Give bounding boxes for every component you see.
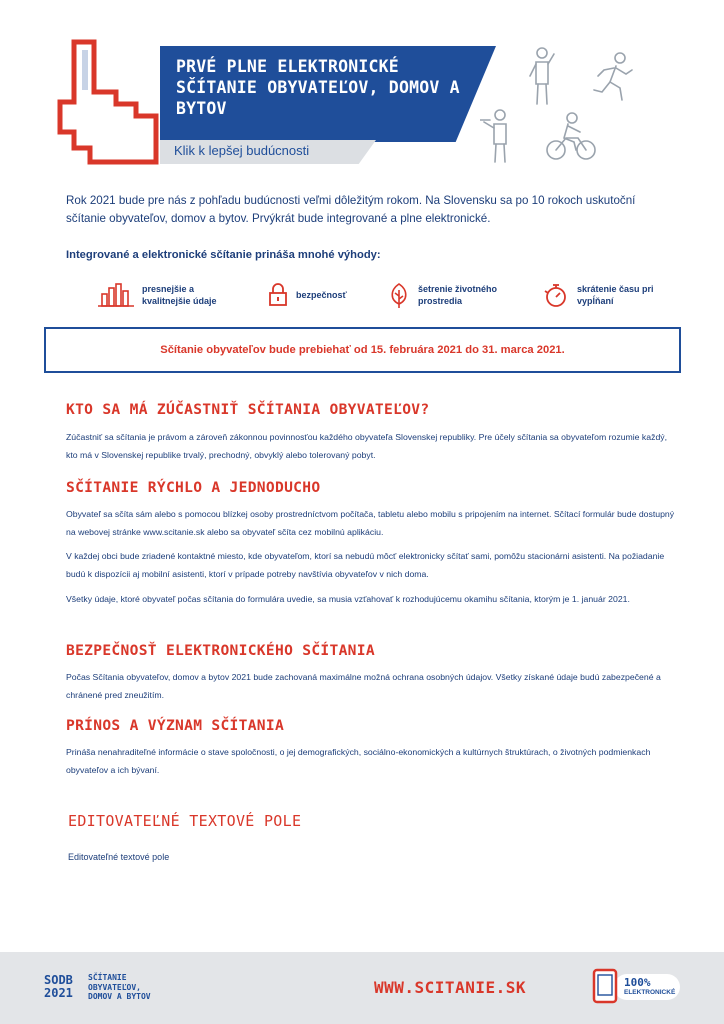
section-paragraph: Počas Sčítania obyvateľov, domov a bytov 2021 bude zachovaná maximálne možná ochrana osobných údajov. Všetky získané údaje budú zabezpečené a chránené pred zneužitím. [66, 672, 661, 700]
bar-chart-icon [98, 282, 134, 308]
benefit-label: skrátenie času pri vypĺňaní [577, 284, 654, 306]
benefit-label: presnejšie a kvalitnejšie údaje [142, 284, 217, 306]
section-paragraph: Zúčastniť sa sčítania je právom a zároveň zákonnou povinnosťou každého obyvateľa Slovenskej republiky. Pre účely sčítania sa obyvateľom rozumie každý, kto má v Slovenskej republike trvalý, prechodný, obvyklý alebo tolerovaný pobyt. [66, 432, 668, 460]
section-heading-security: BEZPEČNOSŤ ELEKTRONICKÉHO SČÍTANIA [66, 642, 375, 659]
section-paragraph: V každej obci bude zriadené kontaktné miesto, kde obyvateľom, ktorí sa nebudú môcť elektronicky sčítať sami, pomôžu stacionárni asistenti. Na požiadanie budú k dispozícii aj mobilní asistenti, ktorí v prípade potreby navštívia obyvateľov v nich doma. [66, 551, 665, 579]
badge-percent: 100% [624, 976, 651, 989]
logo-code-top: SODB [44, 973, 73, 987]
leaf-icon [388, 282, 410, 308]
benefit-environment [388, 280, 518, 310]
benefits-title: Integrované a elektronické sčítanie prináša mnohé výhody: [66, 249, 381, 261]
benefit-security [268, 280, 347, 310]
lock-icon [268, 283, 288, 307]
slogan: Klik k lepšej budúcnosti [174, 143, 310, 158]
cyclist-icon [546, 112, 596, 162]
date-notice-box [44, 327, 681, 373]
person-running-icon [592, 52, 636, 102]
logo-name [88, 973, 151, 1002]
logo-name-line: OBYVATEĽOV, [88, 982, 141, 992]
benefit-label: šetrenie životného prostredia [418, 284, 498, 306]
waiter-icon [480, 108, 516, 164]
section-paragraph: Obyvateľ sa sčíta sám alebo s pomocou blízkej osoby prostredníctvom počítača, tabletu alebo mobilu s pripojením na internet. Sčítací formulár bude dostupný na webovej stránke www.scitanie.sk alebo sa obyvateľ sčíta cez mobilnú aplikáciu. [66, 509, 675, 537]
editable-text-field[interactable]: Editovateľné textové pole [68, 852, 170, 862]
section-heading-who: KTO SA MÁ ZÚČASTNIŤ SČÍTANIA OBYVATEĽOV? [66, 401, 430, 418]
intro-text: Rok 2021 bude pre nás z pohľadu budúcnosti veľmi dôležitým rokom. Na Slovensku sa po 10 rokoch uskutoční sčítanie obyvateľov, domov a bytov. Prvýkrát bude integrované a plne elektronické. [66, 194, 636, 225]
date-notice: Sčítanie obyvateľov bude prebiehať od 15. februára 2021 do 31. marca 2021. [160, 344, 565, 356]
editable-heading[interactable]: EDITOVATEĽNÉ TEXTOVÉ POLE [68, 812, 302, 830]
census-logo [44, 974, 73, 1000]
benefit-label: bezpečnosť [296, 290, 347, 300]
logo-code-bottom: 2021 [44, 986, 73, 1000]
benefit-time [543, 280, 657, 310]
benefit-accurate-data [98, 280, 242, 310]
section-paragraph: Všetky údaje, ktoré obyvateľ počas sčítania do formulára uvedie, sa musia vzťahovať k rozhodujúcemu okamihu sčítania, ktorým je 1. január 2021. [66, 594, 630, 604]
section-heading-quick: SČÍTANIE RÝCHLO A JEDNODUCHO [66, 479, 321, 496]
section-heading-benefit: PRÍNOS A VÝZNAM SČÍTANIA [66, 717, 285, 734]
electronic-badge [592, 968, 682, 1004]
page-title: PRVÉ PLNE ELEKTRONICKÉ SČÍTANIE OBYVATEĽOV, DOMOV A BYTOV [176, 57, 460, 118]
tablet-icon [592, 968, 618, 1004]
person-standing-icon [524, 46, 560, 106]
logo-name-line: DOMOV A BYTOV [88, 992, 151, 1001]
pointing-hand-icon [44, 32, 174, 172]
website-link[interactable]: WWW.SCITANIE.SK [374, 978, 526, 997]
stopwatch-icon [543, 282, 569, 308]
badge-label: ELEKTRONICKÉ [624, 989, 676, 996]
logo-name-line: SČÍTANIE [88, 973, 127, 982]
section-paragraph: Prináša nenahraditeľné informácie o stave spoločnosti, o jej demografických, sociálno-ekonomických a kultúrnych štruktúrach, o životných podmienkach obyvateľov a ich bývaní. [66, 747, 651, 775]
